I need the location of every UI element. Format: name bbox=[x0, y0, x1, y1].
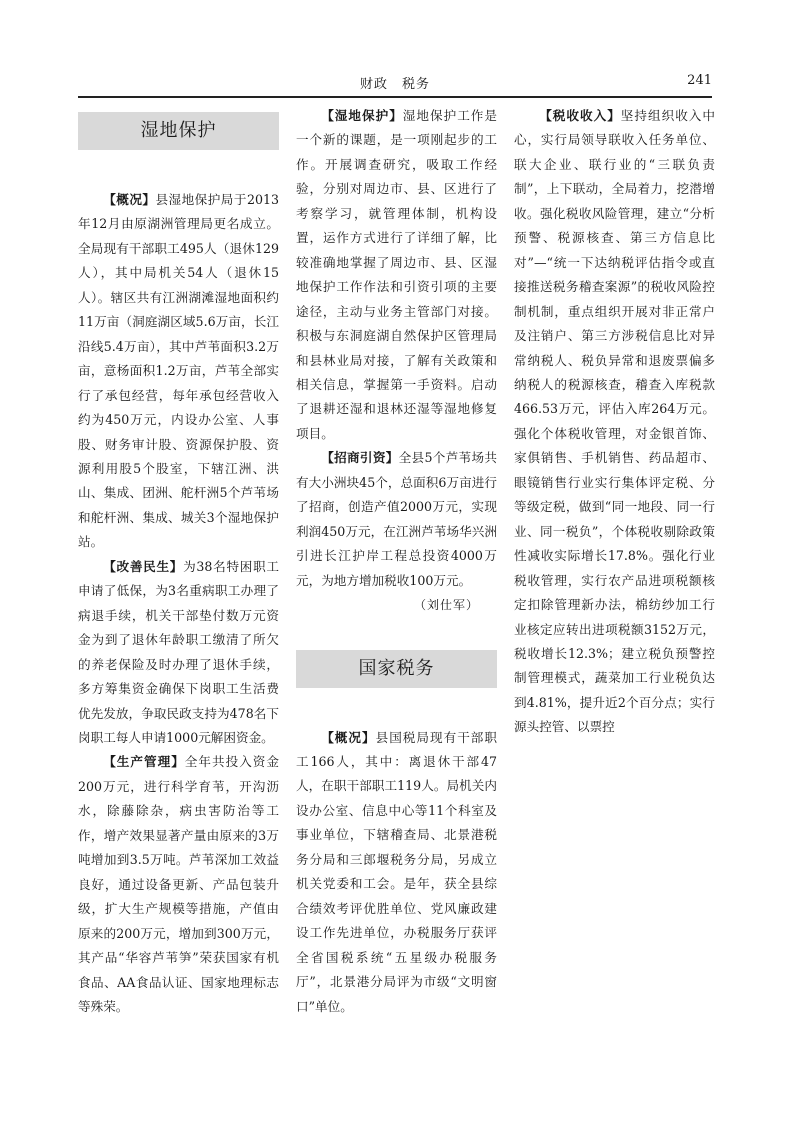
column-3 bbox=[514, 104, 715, 740]
author-signature: （刘仕军） bbox=[413, 598, 479, 613]
paragraph-tax-overview: 【概况】县国税局现有干部职工166人，其中：离退休干部47人，在职干部职工119人。局机关内设办公室、信息中心等11个科室及事业单位，下辖稽查局、北景港税务分局和三郎堰税务分局，另成立机关党委和工会。是年，获全县综合绩效考评优胜单位、党风廉政建设工作先进单位，办税服务厅获评全省国税系统“五星级办税服务厅”，北景港分局评为市级“文明窗口”单位。 bbox=[296, 729, 497, 1014]
paragraph-heading: 【招商引资】 bbox=[321, 450, 399, 466]
paragraph-investment: 【招商引资】全县5个芦苇场共有大小洲块45个，总面积6万亩进行了招商，创造产值2000万元，实现利润450万元，在江洲芦苇场华兴洲引进长江护岸工程总投资4000万元，为地方增加税收100万元。 bbox=[296, 450, 498, 588]
column-1 bbox=[78, 104, 279, 1019]
paragraph-livelihood: 【改善民生】为38名特困职工申请了低保，为3名重病职工办理了病退手续，机关干部垫付数万元资金为到了退休年龄职工缴清了所欠的养老保险及时办理了退休手续，多方筹集资金确保下岗职工生活费优先发放，争取民政支持为478名下岗职工每人申请1000元解困资金。 bbox=[78, 558, 279, 745]
paragraph-heading: 【概况】 bbox=[103, 192, 156, 207]
paragraph-heading: 【概况】 bbox=[321, 729, 376, 745]
column-2 bbox=[296, 104, 497, 1019]
paragraph-heading: 【生产管理】 bbox=[103, 754, 185, 770]
paragraph-heading: 【湿地保护】 bbox=[321, 108, 403, 123]
running-header bbox=[78, 70, 712, 94]
paragraph-tax-revenue: 【税收收入】坚持组织收入中心，实行局领导联收入任务单位、联大企业、联行业的“三联负责制”，上下联动，全局着力，挖潜增收。强化税收风险管理，建立“分析预警、税源核查、第三方信息比对”—“统一下达纳税评估指令或直接推送税务稽查案源”的税收风险控制机制，重点组织开展对非正常户及注销户、第三方涉税信息比对异常纳税人、税负异常和退废票偏多纳税人的税源核查，稽查入库税款466.53万元，评估入库264万元。强化个体税收管理，对金银首饰、家俱销售、手机销售、药品超市、眼镜销售行业实行集体评定税、分等级定税，做到“同一地段、同一行业、同一税负”，个体税收剔除政策性减收实际增长17.8%。强化行业税收管理，实行农产品进项税额核定扣除管理新办法，棉纺纱加工行业核定应转出进项税额3152万元，税收增长12.3%；建立税负预警控制管理模式，蔬菜加工行业税负达到4.81%，提升近2个百分点；实行源头控管、以票控 bbox=[514, 108, 715, 735]
section-title-wetland: 湿地保护 bbox=[78, 112, 279, 150]
paragraph-heading: 【税收收入】 bbox=[539, 108, 621, 123]
paragraph-wetland-protection: 【湿地保护】湿地保护工作是一个新的课题，是一项刚起步的工作。开展调查研究，吸取工作经验，分别对周边市、县、区进行了考察学习，就管理体制，机构设置，运作方式进行了详细了解，比较准确地掌握了周边市、县、区湿地保护工作作法和引资引项的主要途径，主动与业务主管部门对接。积极与东洞庭湖自然保护区管理局和县林业局对接，了解有关政策和相关信息，掌握第一手资料。启动了退耕还湿和退林还湿等湿地修复项目。 bbox=[296, 108, 497, 441]
page-number: 241 bbox=[687, 73, 712, 88]
section-title-national-tax: 国家税务 bbox=[296, 650, 497, 688]
header-rule bbox=[78, 96, 712, 98]
production-text: 全年共投入资金200万元，进行科学育苇，开沟沥水，除藤除杂，病虫害防治等工作，增产效果显著产量由原来的3万吨增加到3.5万吨。芦苇深加工效益良好，通过设备更新、产品包装升级，扩大生产规模等措施，产值由原来的200万元，增加到300万元，其产品“华容芦苇笋”荣获国家有机食品、AA食品认证、国家地理标志等殊荣。 bbox=[78, 754, 279, 1014]
section-header: 财政 税务 bbox=[359, 77, 430, 92]
paragraph-heading: 【改善民生】 bbox=[103, 558, 184, 574]
paragraph-overview: 【概况】县湿地保护局于2013年12月由原湖洲管理局更名成立。全局现有干部职工495人（退休129人），其中局机关54人（退休15人）。辖区共有江洲湖滩湿地面积约11万亩（洞庭湖区域5.6万亩，长江沿线5.4万亩），其中芦苇面积3.2万亩，意杨面积1.2万亩，芦苇全部实行了承包经营，每年承包经营收入约为450万元，内设办公室、人事股、财务审计股、资源保护股、资源利用股5个股室，下辖江洲、洪山、集成、团洲、舵杆洲5个芦苇场和舵杆洲、集成、城关3个湿地保护站。 bbox=[78, 192, 279, 550]
paragraph-production bbox=[78, 750, 279, 1019]
